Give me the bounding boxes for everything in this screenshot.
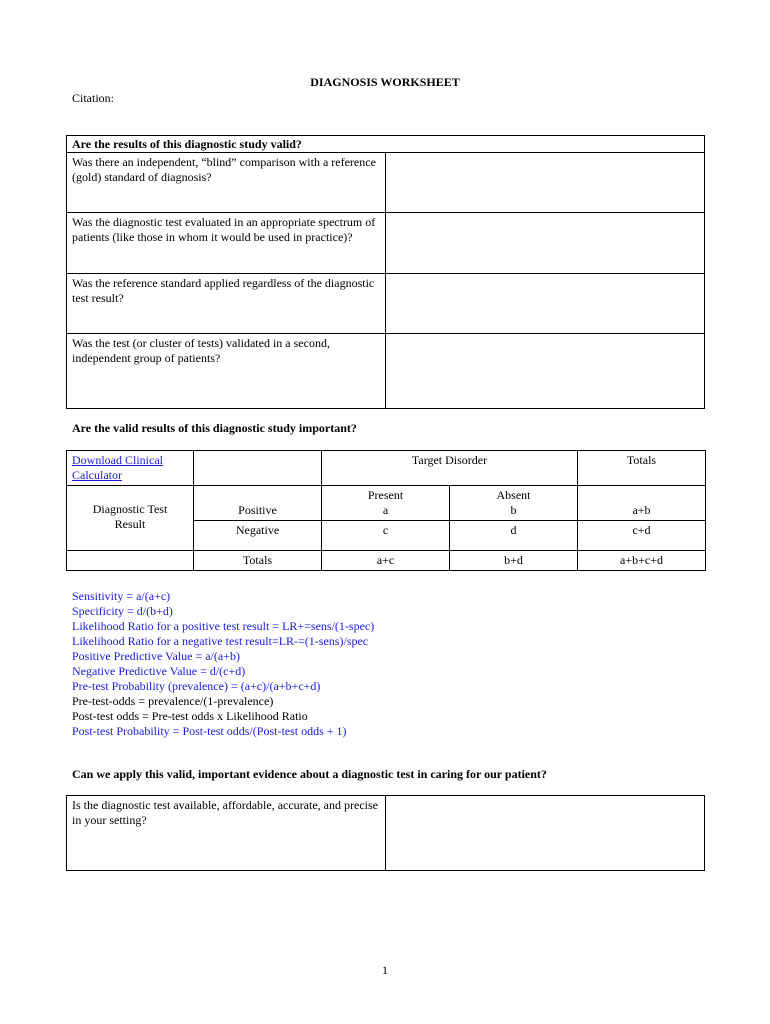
validity-question-1: Was there an independent, “blind” comparison with a reference (gold) standard of diagnosis?	[67, 153, 386, 213]
importance-heading: Are the valid results of this diagnostic study important?	[72, 421, 357, 435]
totals-header: Totals	[578, 451, 706, 486]
validity-answer-4[interactable]	[386, 334, 705, 409]
positive-label: Positive	[194, 486, 322, 521]
formula-line: Post-test Probability = Post-test odds/(Post-test odds + 1)	[72, 724, 347, 738]
validity-question-3: Was the reference standard applied regardless of the diagnostic test result?	[67, 274, 386, 334]
formula-line: Specificity = d/(b+d)	[72, 604, 173, 618]
formula-line: Likelihood Ratio for a positive test result = LR+=sens/(1-spec)	[72, 619, 375, 633]
diagnostic-2x2-table	[66, 450, 706, 571]
blank-totals-cell	[67, 551, 194, 571]
applicability-table	[66, 795, 705, 871]
page-number: 1	[382, 963, 388, 977]
applicability-question: Is the diagnostic test available, affordable, accurate, and precise in your setting?	[67, 796, 386, 871]
diagnostic-test-result-label: Diagnostic Test Result	[67, 486, 194, 551]
blank-header-cell	[194, 451, 322, 486]
target-disorder-header: Target Disorder	[322, 451, 578, 486]
formula-line: Post-test odds = Pre-test odds x Likelihood Ratio	[72, 709, 308, 723]
negative-label: Negative	[194, 521, 322, 551]
formula-line: Pre-test-odds = prevalence/(1-prevalence)	[72, 694, 274, 708]
formula-list	[72, 589, 374, 739]
total-bd-cell: b+d	[450, 551, 578, 571]
grand-total-cell: a+b+c+d	[578, 551, 706, 571]
formula-line: Negative Predictive Value = d/(c+d)	[72, 664, 246, 678]
formula-line: Positive Predictive Value = a/(a+b)	[72, 649, 240, 663]
formula-line: Pre-test Probability (prevalence) = (a+c)/(a+b+c+d)	[72, 679, 321, 693]
page-title: DIAGNOSIS WORKSHEET	[310, 75, 460, 89]
validity-answer-2[interactable]	[386, 213, 705, 274]
formula-line: Likelihood Ratio for a negative test result=LR-=(1-sens)/spec	[72, 634, 369, 648]
applicability-heading: Can we apply this valid, important evidence about a diagnostic test in caring for our patient?	[72, 767, 547, 781]
validity-answer-1[interactable]	[386, 153, 705, 213]
validity-table	[66, 135, 705, 409]
totals-row-label: Totals	[194, 551, 322, 571]
c-cell: c	[322, 521, 450, 551]
applicability-answer[interactable]	[386, 796, 705, 871]
formula-line: Sensitivity = a/(a+c)	[72, 589, 171, 603]
validity-heading: Are the results of this diagnostic study valid?	[67, 136, 705, 153]
validity-question-4: Was the test (or cluster of tests) validated in a second, independent group of patients?	[67, 334, 386, 409]
total-ac-cell: a+c	[322, 551, 450, 571]
citation-label: Citation:	[72, 91, 114, 105]
validity-answer-3[interactable]	[386, 274, 705, 334]
present-a-cell: Present a	[322, 486, 450, 521]
clinical-calculator-link[interactable]: Download Clinical Calculator	[72, 453, 163, 482]
validity-question-2: Was the diagnostic test evaluated in an appropriate spectrum of patients (like those in whom it would be used in practice)?	[67, 213, 386, 274]
clinical-calculator-link-cell[interactable]	[67, 451, 194, 486]
d-cell: d	[450, 521, 578, 551]
total-cd-cell: c+d	[578, 521, 706, 551]
total-ab-cell: a+b	[578, 486, 706, 521]
absent-b-cell: Absent b	[450, 486, 578, 521]
